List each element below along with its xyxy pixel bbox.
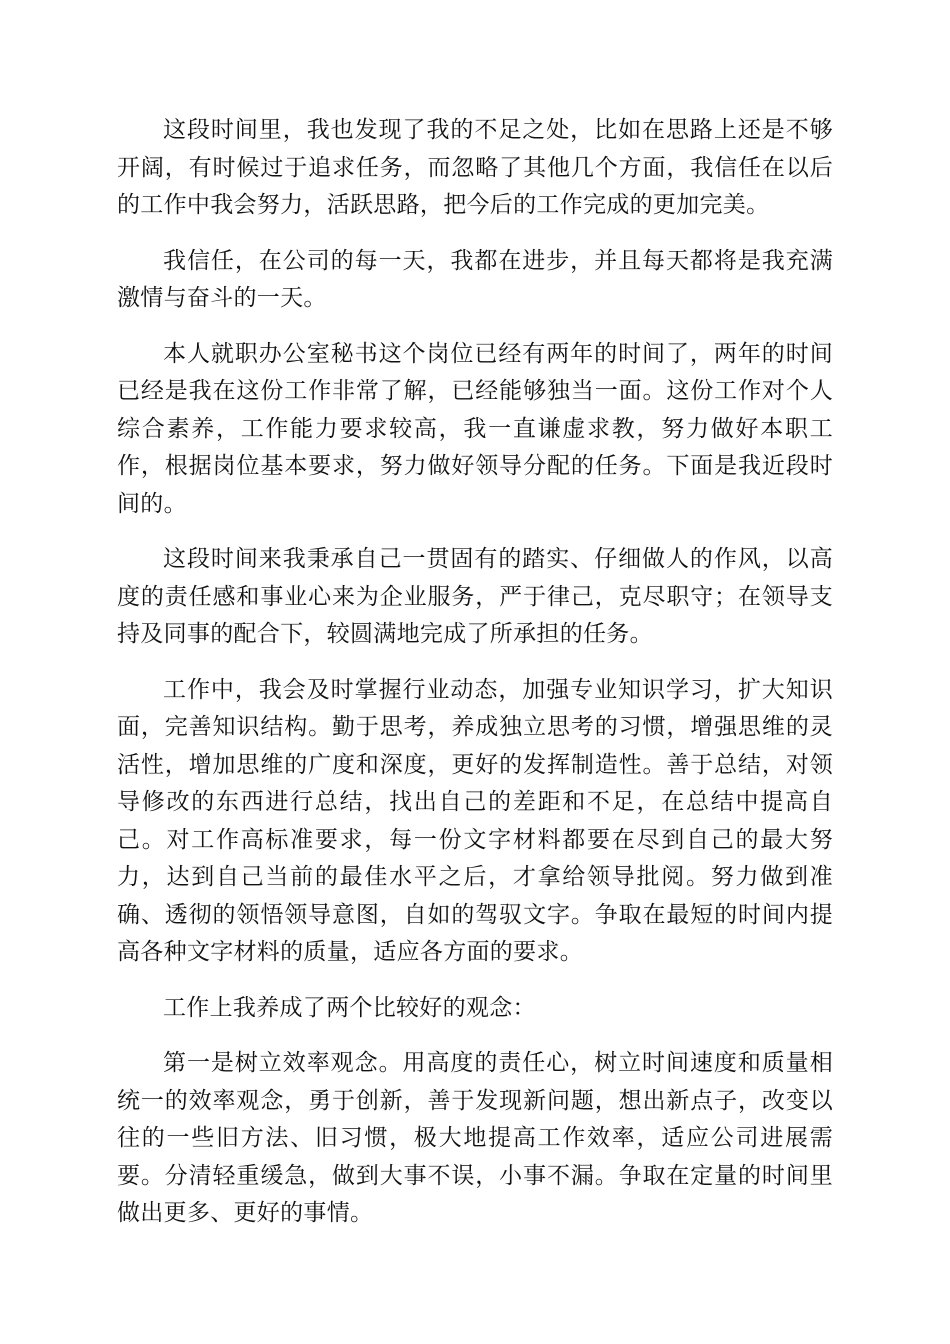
paragraph-4: 这段时间来我秉承自己一贯固有的踏实、仔细做人的作风，以高度的责任感和事业心来为企业服务，严于律己，克尽职守；在领导支持及同事的配合下，较圆满地完成了所承担的任务。 <box>117 546 833 647</box>
paragraph-1: 这段时间里，我也发现了我的不足之处，比如在思路上还是不够开阔，有时候过于追求任务，而忽略了其他几个方面，我信任在以后的工作中我会努力，活跃思路，把今后的工作完成的更加完美。 <box>117 117 833 218</box>
paragraph-7: 第一是树立效率观念。用高度的责任心，树立时间速度和质量相统一的效率观念，勇于创新，善于发现新问题，想出新点子，改变以往的一些旧方法、旧习惯，极大地提高工作效率，适应公司进展需要。分清轻重缓急，做到大事不误，小事不漏。争取在定量的时间里做出更多、更好的事情。 <box>117 1050 833 1226</box>
paragraph-5: 工作中，我会及时掌握行业动态，加强专业知识学习，扩大知识面，完善知识结构。勤于思考，养成独立思考的习惯，增强思维的灵活性，增加思维的广度和深度，更好的发挥制造性。善于总结，对领导修改的东西进行总结，找出自己的差距和不足，在总结中提高自己。对工作高标准要求，每一份文字材料都要在尽到自己的最大努力，达到自己当前的最佳水平之后，才拿给领导批阅。努力做到准确、透彻的领悟领导意图，自如的驾驭文字。争取在最短的时间内提高各种文字材料的质量，适应各方面的要求。 <box>117 676 833 965</box>
paragraph-6: 工作上我养成了两个比较好的观念： <box>163 994 536 1021</box>
paragraph-2: 我信任，在公司的每一天，我都在进步，并且每天都将是我充满激情与奋斗的一天。 <box>117 247 833 311</box>
paragraph-3: 本人就职办公室秘书这个岗位已经有两年的时间了，两年的时间已经是我在这份工作非常了解，已经能够独当一面。这份工作对个人综合素养，工作能力要求较高，我一直谦虚求教，努力做好本职工作，根据岗位基本要求，努力做好领导分配的任务。下面是我近段时间的。 <box>117 340 833 517</box>
document-body <box>117 112 833 1251</box>
